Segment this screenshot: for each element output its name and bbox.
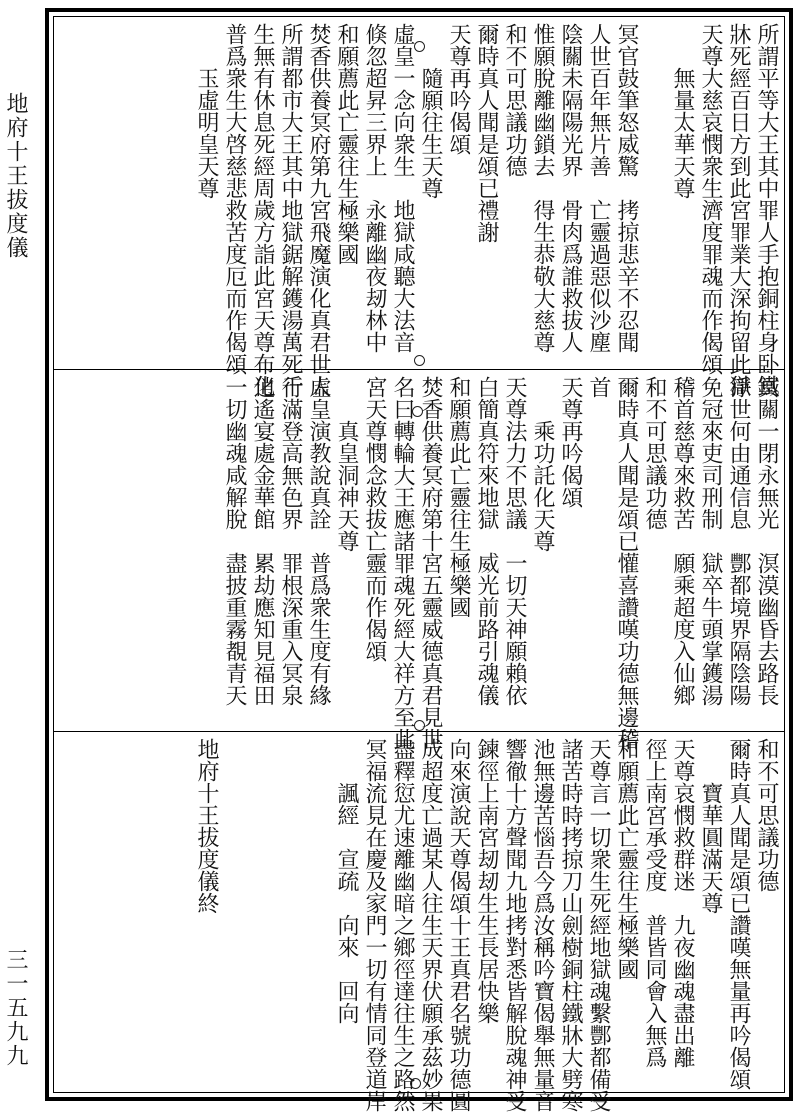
punctuation-circle [412, 406, 423, 417]
text-column: 行滿登高無色界 罪根深重入冥泉 [278, 376, 303, 706]
text-column: 逍遙宴處金華館 累劫應知見福田 [250, 376, 275, 706]
register-middle [54, 369, 784, 750]
text-column: 白簡真符來地獄 威光前路引魂儀 [474, 376, 499, 706]
side-title: 地府十王拔度儀 [3, 92, 28, 260]
text-column: 焚香供養冥府第九宮飛魔演化真君世人 [306, 23, 331, 397]
text-column [276, 738, 304, 1097]
text-column: 惟願脫離幽鎖去 得生恭敬大慈尊 [530, 23, 555, 353]
text-column: 宮天尊憫念救拔亡靈而作偈頌 [362, 376, 387, 662]
text-column: 真皇洞神天尊 [334, 376, 359, 552]
text-column: 乘功託化天尊 [530, 376, 555, 552]
text-column: 名曰轉輪大王應諸罪魂死經大祥方至此 [390, 376, 415, 750]
text-column: 天尊哀憫救群迷 九夜幽魂盡出離 [670, 738, 695, 1068]
text-column: 響徹十方聲聞九地拷對悉皆解脫魂神受 [502, 738, 527, 1112]
text-column: 冥關一閉永無光 溟漠幽昏去路長 [754, 376, 779, 706]
text-column: 所謂平等大王其中罪人手抱銅柱身卧鐵 [754, 23, 779, 397]
text-column: 成超度亡過某人往生天界伏願承茲妙果 [418, 738, 443, 1112]
text-column: 免冠來吏司刑制 獄卒牛頭掌鑊湯 [698, 376, 723, 706]
text-column: 和願薦此亡靈往生極樂國 [446, 376, 471, 618]
text-column: 和不可思議功德 [502, 23, 527, 177]
text-column: 天尊法力不思議 一切天神願賴依 [502, 376, 527, 706]
text-column: 池無邊苦惱吾今爲汝稱吟寶偈舉無量音 [530, 738, 555, 1112]
text-column: 諷經 宣疏 向來 回向 [334, 738, 359, 1024]
text-column: 所謂都市大王其中地獄鋸解鑊湯萬死千 [278, 23, 303, 397]
text-column: 鍊徑上南宮刼刼生生長居快樂 [474, 738, 499, 1024]
text-column: 盡釋愆尤速離幽暗之鄉徑達往生之路然 [390, 738, 415, 1112]
text-column: 徑上南宮承受度 普皆同會入無爲 [642, 738, 667, 1068]
page-frame [45, 8, 793, 1112]
text-column: 天尊大慈哀憫衆生濟度罪魂而作偈頌 [698, 23, 723, 375]
text-column [248, 738, 276, 1097]
text-column: 和願薦此亡靈往生極樂國 [614, 738, 639, 980]
punctuation-circle [414, 355, 425, 366]
punctuation-circle [414, 720, 425, 731]
text-column: 天尊再吟偈頌 [558, 376, 583, 508]
text-column: 和不可思議功德 [754, 738, 779, 892]
text-column: 焚香供養冥府第十宮五靈威德真君見世 [418, 376, 443, 750]
page-number: 三一五九九 [3, 948, 28, 1068]
text-column: 冥官鼓筆怒威驚 拷掠悲辛不忍聞 [614, 23, 639, 353]
text-column: 一切幽魂咸解脫 盡披重霧覩青天 [222, 376, 247, 706]
text-column: 向來演說天尊偈頌十王真君名號功德圓 [446, 738, 471, 1112]
text-column: 稽首慈尊來救苦 願乘超度入仙鄉 [670, 376, 695, 706]
text-column: 虛皇演教說真詮 普爲衆生度有緣 [306, 376, 331, 706]
text-block [192, 23, 780, 397]
text-column: 和願薦此亡靈往生極樂國 [334, 23, 359, 265]
text-block [192, 738, 780, 1112]
text-column: 地府十王拔度儀終 [194, 738, 219, 914]
text-column: 虛皇一念向衆生 地獄咸聽大法音 [390, 23, 415, 353]
text-column: 寶華圓滿天尊 [698, 738, 723, 914]
text-column: 爾時真人聞是頌已讚嘆無量再吟偈頌 [726, 738, 751, 1090]
text-column: 牀死經百日方到此宮罪業大深拘留此獄 [726, 23, 751, 397]
text-column: 天尊言一切衆生死經地獄魂繫酆都備受 [586, 738, 611, 1112]
register-top [54, 17, 784, 397]
text-column: 爾時真人聞是頌已懽喜讚嘆功德無邊稽 [614, 376, 639, 750]
text-block [220, 376, 780, 750]
text-column: 淨世何由通信息 酆都境界隔陰陽 [726, 376, 751, 706]
text-column: 玉虛明皇天尊 [194, 23, 219, 199]
text-column: 和不可思議功德 [642, 376, 667, 530]
text-column: 冥福流見在慶及家門一切有情同登道岸 [362, 738, 387, 1112]
text-column [220, 738, 248, 1097]
text-column: 諸苦時時拷掠刀山劍樹銅柱鐵牀大劈寒 [558, 738, 583, 1112]
text-column [640, 23, 668, 365]
text-column: 普爲衆生大啓慈悲救苦度厄而作偈頌 [222, 23, 247, 375]
text-column [304, 738, 332, 1097]
text-column: 倏忽超昇三界上 永離幽夜刼林中 [362, 23, 387, 353]
text-column: 無量太華天尊 [670, 23, 695, 199]
text-column: 爾時真人聞是頌已禮謝 [474, 23, 499, 243]
page-frame-inner [53, 16, 785, 1112]
text-column: 生無有休息死經周歲方詣此宮天尊布化 [250, 23, 275, 397]
text-column: 隨願往生天尊 [418, 23, 443, 199]
text-column: 天尊再吟偈頌 [446, 23, 471, 155]
punctuation-circle [414, 41, 425, 52]
text-column: 人世百年無片善 亡靈過惡似沙塵 [586, 23, 611, 353]
punctuation-circle [410, 1078, 421, 1089]
text-column: 首 [586, 376, 611, 398]
text-column: 陰關未隔陽光界 骨肉爲誰救拔人 [558, 23, 583, 353]
register-bottom [54, 731, 784, 1112]
